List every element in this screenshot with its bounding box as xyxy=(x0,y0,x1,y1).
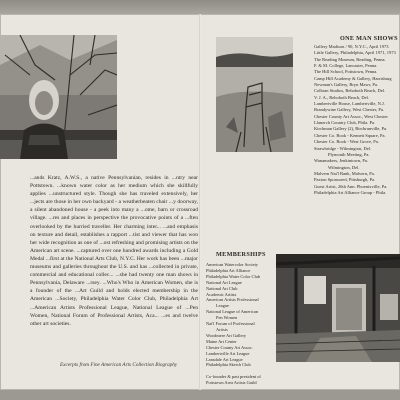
memberships-heading: MEMBERSHIPS xyxy=(216,251,266,258)
show-list-item: Colbran Studios, Rehoboth Beach, Del. xyxy=(314,88,386,94)
artist-biography xyxy=(30,174,198,328)
membership-list-item: National Art League xyxy=(206,279,242,285)
show-list-item: Wilmington, Del. xyxy=(328,164,360,170)
membership-list-item: National League of American xyxy=(206,309,259,315)
show-list-item: Philadelphia Art Alliance Group - Phila. xyxy=(314,189,387,195)
membership-list-item: Lansdale Art League xyxy=(206,356,243,362)
membership-list-item: American Artists Professional xyxy=(206,297,259,303)
show-list-item: The Reading Museum, Reading, Penna. xyxy=(314,56,386,62)
show-list-item: The Hill School, Pottstown, Penna. xyxy=(314,69,378,75)
membership-list-item: Woodmere Art Gallery xyxy=(206,332,247,338)
memberships-list xyxy=(206,262,278,386)
show-list-item: Little Gallery, Philadelphia, April 1971, 1973 xyxy=(314,50,396,56)
artist-portrait-photo xyxy=(0,35,117,159)
membership-list-item: Chester County Art Assoc. xyxy=(206,344,253,350)
biography-credit: Excerpts from Fine American Arts Collection Biography xyxy=(60,362,178,368)
membership-list-item: Co-founder & past president of xyxy=(206,374,261,380)
show-list-item: Llanerch Country Club, Phila. Pa. xyxy=(314,120,376,126)
show-list-item: Brandywine Gallery, West Chester, Pa. xyxy=(314,107,384,113)
membership-list-item: National Art Club xyxy=(206,285,238,291)
membership-list-item: Pen Women xyxy=(216,315,238,321)
membership-list-item: Philadelphia Water Color Club xyxy=(206,273,261,279)
show-list-item: Plymouth Meeting, Pa. xyxy=(328,151,370,157)
show-list-item: Wanamakers, Jenkintown, Pa. xyxy=(314,158,368,164)
show-list-item: Chester County Art Assoc., West Chester xyxy=(314,113,388,119)
membership-list-item: Philadelphia Sketch Club xyxy=(206,362,251,368)
biography-text: ...ands Kratz, A.W.S., a native Pennsylvanian, resides in ...ntry near Pottstown. ...known water color as her medium which she skillfully applies ...unstructured style. Though she has traveled extensively, her ...jects are those in her own backyard - a weatherbeaten chair ...y doorway, a silent abandoned house - a peek into many a ...ome, barn or crossroad village. ...res and places in perspective the provocative points of a ...ften overlooked by the hurried traveller. Her charming inter... ...and emphasis on texture and detail, establishes a rapport ...tist and viewer that has won her wide recognition as one of ...ost refreshing and promising artists on the American art scene. ...captured over one hundred awards including a Gold Medal ...first at the National Arts Club, N.Y.C. Her work has been ...major museums and galleries throughout the U.S. and has ...collected in private, commercial and educational collec... ...she had twenty one man shows in Pennsylvania, Delaware ...rsey. ...Who's Who in American Women, she is a founder of the ...Art Guild and holds elected membership in the American ...Society, Philadelphia Water Color Club, Philadelphia Art ...American Artists Professional League, National League of ...Pen Women, National Forum of Professional Artists, Aca... ...es and twelve other art societies. xyxy=(30,175,198,327)
show-list-item: Gallery Madison / 90, N.Y.C., April 1973 xyxy=(314,44,389,49)
show-list-item: Chester Co. Book - West Grove, Pa. xyxy=(314,139,379,145)
one-man-shows-list xyxy=(314,44,398,196)
membership-list-item: Lambertville Art League xyxy=(206,350,250,356)
membership-list-item: League xyxy=(216,303,229,309)
show-list-item: F. & M. College, Lancaster, Penna. xyxy=(314,63,378,69)
membership-list-item: Artists xyxy=(216,326,228,332)
show-list-item: Guest Artist, 26th Ann. Phoenixville, Pa. xyxy=(314,183,388,189)
membership-list-item: Philadelphia Art Alliance xyxy=(206,267,251,273)
show-list-item: Lambertville House, Lambertville, N.J. xyxy=(314,101,385,107)
show-list-item: Paxton Sponsored, Pittsburgh, Pa. xyxy=(314,177,376,183)
membership-list-item: Nat'l Forum of Professional xyxy=(206,321,255,327)
background-top xyxy=(0,0,400,14)
membership-list-item: Academic Artists xyxy=(206,291,237,297)
show-list-item: Malvern Nat'l Bank, Malvern, Pa. xyxy=(314,170,375,176)
background-bottom xyxy=(0,390,400,400)
show-list-item: Kirchman Gallery (2), Birchrunville, Pa. xyxy=(314,126,388,132)
barn-interior-photo xyxy=(276,254,400,362)
show-list-item: Chester Co. Book - Kennett Square, Pa. xyxy=(314,132,386,138)
show-list-item: Newman's Gallery, Bryn Mawr, Pa. xyxy=(314,82,378,88)
one-man-shows-heading: ONE MAN SHOWS xyxy=(340,35,398,42)
membership-list-item: American Watercolor Society xyxy=(206,262,258,267)
membership-list-item: Pottstown Area Artists Guild xyxy=(206,380,257,386)
membership-list-item: Maine Art Center xyxy=(206,338,237,344)
show-list-item: V. J. A., Rehoboth Beach, Del. xyxy=(314,94,370,100)
show-list-item: Strawbridge - Wilmington, Del. xyxy=(314,145,372,151)
center-fold xyxy=(199,14,201,390)
show-list-item: Camp Hill Academy & Gallery, Harrisburg xyxy=(314,75,392,81)
chair-landscape-photo xyxy=(216,37,293,152)
